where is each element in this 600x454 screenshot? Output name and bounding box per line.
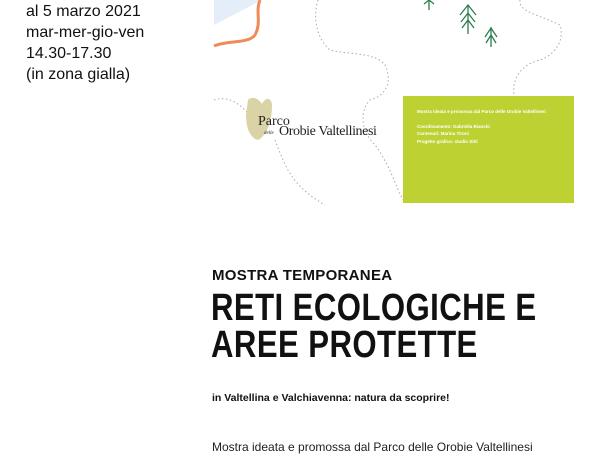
credits-box [403, 96, 574, 203]
credits-content: Contenuti: Marina Tironi [417, 131, 469, 136]
logo-text-delle: delle [264, 131, 274, 136]
exhibit-kicker: MOSTRA TEMPORANEA [212, 267, 393, 284]
exhibit-subtitle: in Valtellina e Valchiavenna: natura da scoprire! [212, 392, 450, 404]
credits-design: Progetto grafico: studio Sitti [417, 138, 478, 144]
logo-text-name: Orobie Valtellinesi [279, 124, 377, 139]
logo-text-parco: Parco [258, 114, 290, 129]
credits-promoter: Mostra ideata e promossa dal Parco delle Orobie Valtellinesi [417, 109, 546, 114]
lake-shape [214, 0, 262, 25]
tree-icons [424, 0, 497, 47]
title-line-1: RETI ECOLOGICHE E [211, 287, 537, 329]
exhibit-title [211, 287, 537, 366]
exhibit-body: Mostra ideata e promossa dal Parco delle Orobie Valtellinesi [212, 440, 533, 454]
schedule-hours: 14.30-17.30 [26, 45, 112, 62]
schedule-days: mar-mer-gio-ven [26, 24, 145, 41]
schedule-note: (in zona gialla) [26, 66, 131, 83]
credits-coordination: Coordinamento: Gabriella Bianchi [417, 123, 490, 129]
schedule-dates: al 5 marzo 2021 [26, 3, 141, 20]
title-line-2: AREE PROTETTE [211, 324, 478, 366]
